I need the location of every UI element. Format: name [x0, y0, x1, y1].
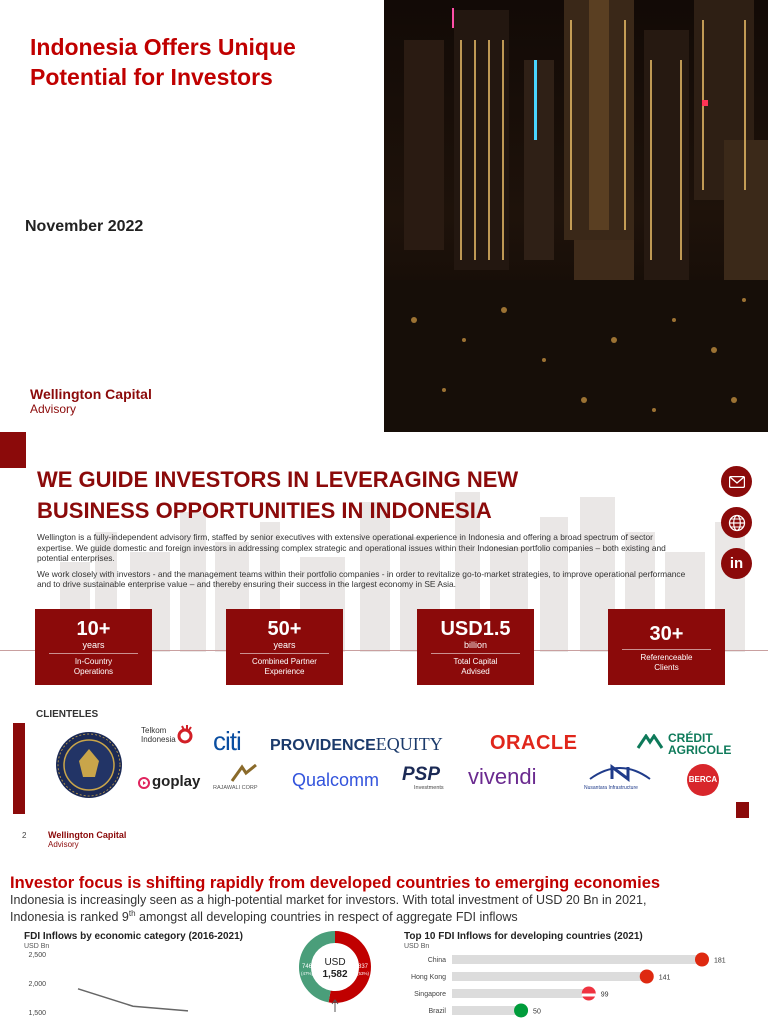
- country-flag-icon: [695, 953, 709, 967]
- telkom-logo: Telkom Indonesia: [141, 726, 176, 744]
- paragraph-intro: Wellington is a fully-independent advisory firm, staffed by senior executives with extensive operational experience in Indonesia and offering a broad spectrum of sector expertise. We guide domestic and foreign investors in addressing complex strategic and operational issues within their Indonesian portfolio companies – both existing and potential enterprises.: [37, 532, 666, 564]
- nusantara-icon: [588, 761, 652, 788]
- chart2-unit: USD Bn: [404, 943, 430, 950]
- citi-logo: citi: [213, 726, 241, 756]
- page-number: 2: [22, 831, 27, 840]
- donut-left-value: 746: [301, 964, 313, 970]
- footer-brand-sub: Advisory: [48, 840, 79, 849]
- chart1-unit: USD Bn: [24, 943, 50, 950]
- cover-brand: [30, 386, 152, 416]
- chart1-title: FDI Inflows by economic category (2016-2021): [24, 931, 243, 942]
- stat-card-operations: [35, 609, 152, 685]
- stat-value: 10+: [76, 618, 111, 640]
- cover-title: [30, 32, 380, 92]
- rajawali-logo: RAJAWALI CORP: [213, 785, 258, 791]
- bar: [452, 1006, 521, 1015]
- slide2-title: [37, 464, 677, 526]
- slide2-title-line1: WE GUIDE INVESTORS IN LEVERAGING NEW: [37, 467, 519, 492]
- category-label: Hong Kong: [410, 974, 446, 981]
- slide3-body: [10, 894, 730, 924]
- y-tick-label: 2,500: [28, 952, 46, 959]
- donut-left-pct: (47%): [300, 971, 314, 976]
- providence-logo: PROVIDENCEEQUITY: [270, 734, 443, 754]
- bar: [452, 972, 647, 981]
- about-slide: [0, 432, 768, 864]
- stat-label: Combined Partner Experience: [252, 657, 317, 676]
- body-line2: Indonesia is ranked 9th amongst all developing countries in respect of aggregate FDI inflows: [10, 909, 518, 925]
- category-label: China: [427, 957, 446, 964]
- corner-accent: [0, 432, 26, 468]
- body-line1: Indonesia is increasingly seen as a high-potential market for investors. With total investment of USD 20 Bn in 2021,: [10, 893, 647, 907]
- stat-label: Referenceable Clients: [622, 649, 711, 673]
- slide2-title-line2: BUSINESS OPPORTUNITIES IN INDONESIA: [37, 498, 492, 523]
- country-flag-icon: [514, 1004, 528, 1018]
- psp-subtitle: Investments: [414, 785, 444, 791]
- footer-brand-name: Wellington Capital: [48, 830, 127, 840]
- stat-card-experience: [226, 609, 343, 685]
- brand-subtitle: Advisory: [30, 402, 77, 416]
- berca-logo: BERCA: [686, 763, 720, 802]
- category-label: Singapore: [414, 991, 446, 998]
- bin-seal-logo: [55, 731, 123, 804]
- bar-value-label: 99: [600, 991, 609, 999]
- bar-value-label: 50: [533, 1008, 541, 1016]
- clients-accent-bar: [13, 723, 25, 814]
- y-tick-label: 2,000: [28, 981, 46, 988]
- fdi-slide: [0, 864, 768, 1024]
- donut-center-value: 1,582: [322, 969, 348, 980]
- slide2-body: [37, 532, 687, 595]
- fdi-donut-chart: [298, 928, 372, 1024]
- telkom-symbol-icon: [174, 724, 196, 751]
- goplay-icon: [138, 776, 150, 794]
- series-line: [78, 989, 188, 1011]
- corner-accent-right: [736, 802, 749, 818]
- stat-unit: billion: [431, 640, 520, 654]
- vivendi-logo: vivendi: [468, 764, 537, 789]
- category-label: Brazil: [428, 1008, 446, 1015]
- donut-right-value: 837: [357, 964, 369, 970]
- cover-title-line1: Indonesia Offers Unique: [30, 34, 296, 60]
- mail-icon[interactable]: [721, 466, 752, 497]
- stat-value: 30+: [649, 623, 684, 645]
- cover-date: November 2022: [25, 218, 144, 235]
- clients-heading: CLIENTELES: [36, 709, 99, 720]
- goplay-logo: goplay: [152, 773, 201, 790]
- stat-value: USD1.5: [440, 618, 511, 640]
- stat-label: Total Capital Advised: [453, 657, 498, 676]
- globe-icon[interactable]: [721, 507, 752, 538]
- psp-logo: PSP: [402, 764, 441, 785]
- bar-value-label: 141: [658, 974, 671, 982]
- nusantara-logo: Nusantara Infrastructure: [584, 785, 638, 791]
- paragraph-approach: We work closely with investors - and the management teams within their portfolio companies - in order to revitalize go-to-market strategies, to improve operational performance and to drive sustainable enterprise value – and thereby ensuring their success in the largest economy in SE Asia.: [37, 568, 686, 590]
- country-flag-icon: [640, 970, 654, 984]
- stat-unit: years: [240, 640, 329, 654]
- bar-value-label: 181: [714, 957, 726, 965]
- stat-unit: years: [49, 640, 138, 654]
- qualcomm-logo: Qualcomm: [292, 770, 380, 790]
- slide3-title: Investor focus is shifting rapidly from developed countries to emerging economies: [10, 874, 661, 892]
- cover-slide: [0, 0, 768, 432]
- bar: [452, 989, 589, 998]
- city-night-photo: [384, 0, 768, 432]
- bar: [452, 955, 702, 964]
- brand-name: Wellington Capital: [30, 386, 152, 402]
- top10-fdi-bar-chart: [380, 952, 768, 1024]
- cover-title-line2: Potential for Investors: [30, 64, 273, 90]
- oracle-logo: ORACLE: [490, 732, 578, 754]
- stat-value: 50+: [267, 618, 302, 640]
- credit-agricole-logo: CRÉDIT AGRICOLE: [668, 731, 732, 757]
- donut-center-label: USD: [324, 957, 346, 968]
- stat-card-capital: [417, 609, 534, 685]
- linkedin-icon[interactable]: [721, 548, 752, 579]
- footer-brand: [48, 831, 126, 849]
- linkedin-text: in: [729, 555, 744, 572]
- y-tick-label: 1,500: [28, 1010, 46, 1017]
- flag-stripe: [582, 994, 596, 997]
- donut-right-pct: (53%): [356, 971, 370, 976]
- chart2-title: Top 10 FDI Inflows for developing countries (2021): [404, 931, 643, 942]
- stat-label: In-Country Operations: [73, 657, 114, 676]
- fdi-category-line-chart: [0, 952, 290, 1024]
- stat-card-clients: [608, 609, 725, 685]
- credit-agricole-icon: [636, 734, 664, 757]
- contact-icons: [721, 466, 753, 589]
